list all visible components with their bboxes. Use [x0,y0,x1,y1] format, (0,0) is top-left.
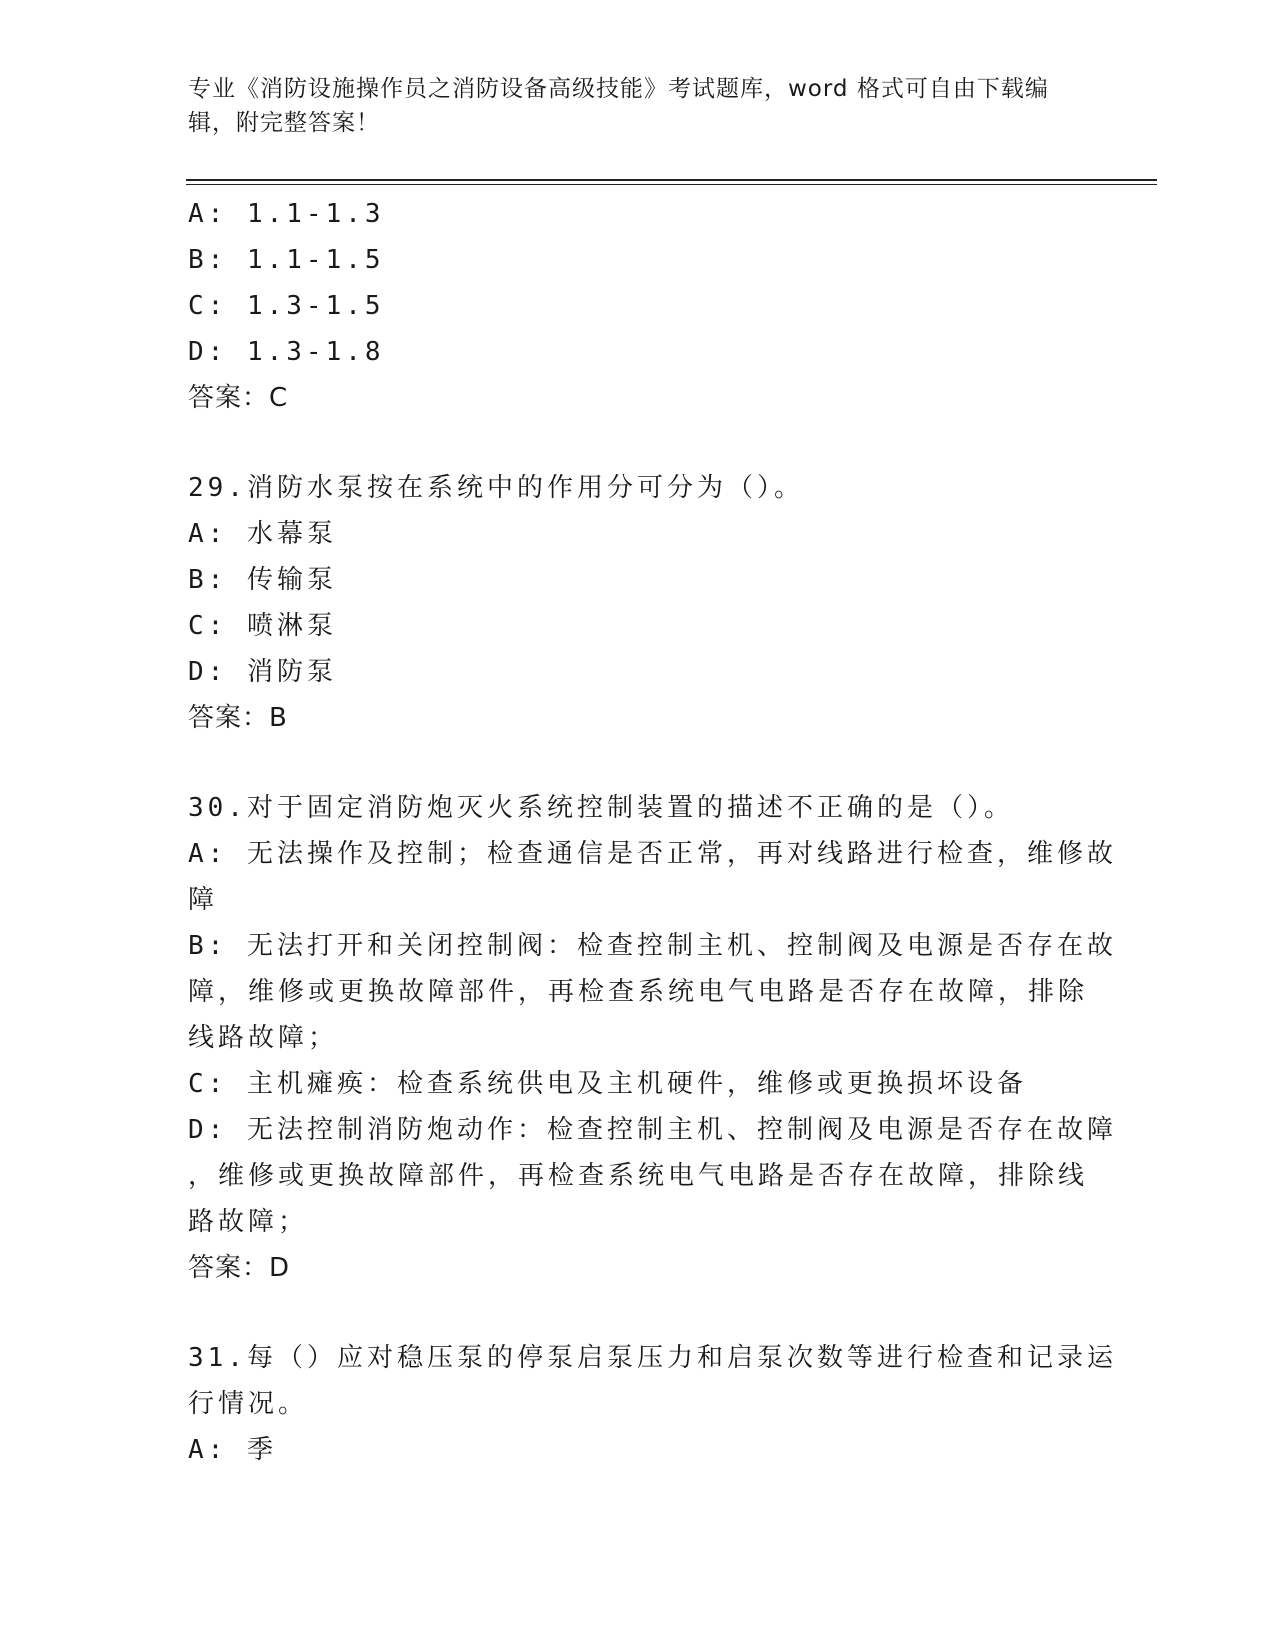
question-spacer [188,1291,1088,1335]
answer-label: 答案：C [188,383,289,413]
option-b-continued: 障，维修或更换故障部件，再检查系统电气电路是否存在故障，排除 [188,977,1089,1007]
option-c: C: 1.3-1.5 [188,291,385,321]
option-a: A: 1.1-1.3 [188,199,385,229]
option-d-continued: ，维修或更换故障部件，再检查系统电气电路是否存在故障，排除线 [188,1161,1089,1191]
option-b-continued: 线路故障； [188,1023,339,1053]
question-list [188,191,1117,1473]
header-line-1: 专业《消防设施操作员之消防设备高级技能》考试题库，word 格式可自由下载编 [188,76,1049,102]
option-d: D: 1.3-1.8 [188,337,385,367]
header-divider-thick [186,179,1157,181]
option-a: A: 无法操作及控制；检查通信是否正常，再对线路进行检查，维修故 [188,839,1117,869]
question-29 [188,465,1088,741]
header-line-2: 辑，附完整答案！ [188,110,380,136]
document-header [188,72,1068,140]
question-spacer [188,421,1088,465]
option-d-continued: 路故障； [188,1207,309,1237]
option-c: C: 喷淋泵 [188,611,337,641]
option-a: A: 水幕泵 [188,519,337,549]
question-stem: 31.每（）应对稳压泵的停泵启泵压力和启泵次数等进行检查和记录运 [188,1343,1117,1373]
option-b: B: 1.1-1.5 [188,245,385,275]
option-a: A: 季 [188,1435,277,1465]
question-28 [188,191,1088,421]
answer-label: 答案：B [188,703,288,733]
option-d: D: 消防泵 [188,657,337,687]
answer-label: 答案：D [188,1253,291,1283]
question-stem-continued: 行情况。 [188,1389,309,1419]
question-stem: 30.对于固定消防炮灭火系统控制装置的描述不正确的是（）。 [188,793,1014,823]
question-31 [188,1335,1117,1473]
question-spacer [188,741,1088,785]
option-d: D: 无法控制消防炮动作：检查控制主机、控制阀及电源是否存在故障 [188,1115,1117,1145]
question-30 [188,785,1117,1291]
option-c: C: 主机瘫痪：检查系统供电及主机硬件，维修或更换损坏设备 [188,1069,1027,1099]
header-divider-thin [186,184,1157,185]
option-b: B: 无法打开和关闭控制阀：检查控制主机、控制阀及电源是否存在故 [188,931,1117,961]
option-a-continued: 障 [188,885,219,915]
option-b: B: 传输泵 [188,565,337,595]
question-stem: 29.消防水泵按在系统中的作用分可分为（）。 [188,473,804,503]
